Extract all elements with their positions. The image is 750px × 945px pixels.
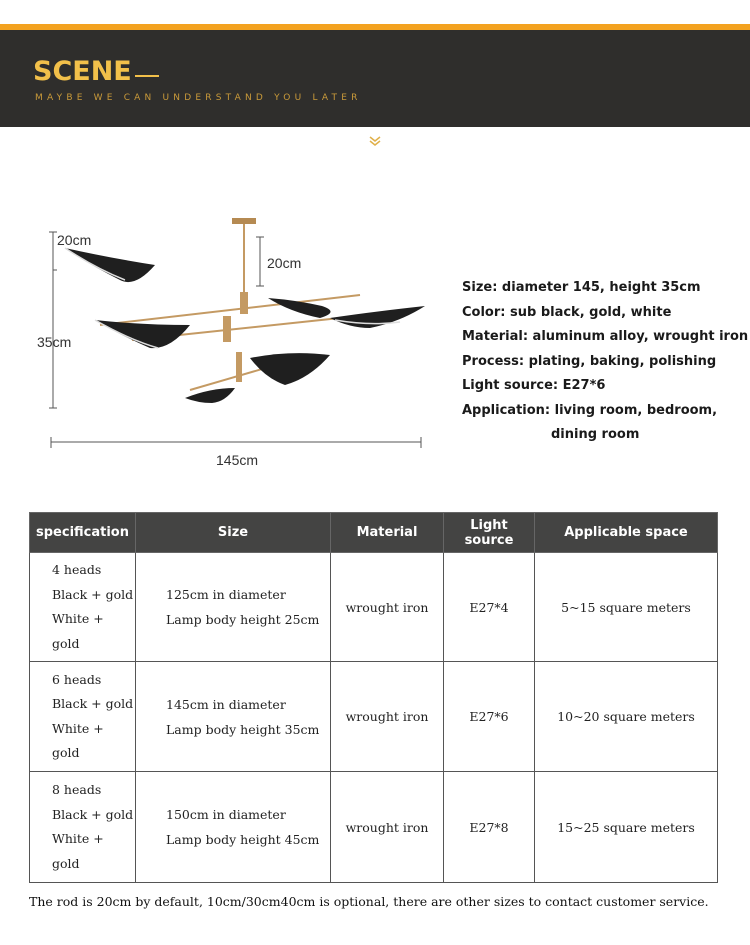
material-cell: wrought iron xyxy=(331,772,444,883)
size-cell xyxy=(136,553,331,662)
size-height: Lamp body height 25cm xyxy=(166,612,320,627)
info-process: Process: plating, baking, polishing xyxy=(462,353,717,369)
space-cell: 5~15 square meters xyxy=(535,553,718,662)
product-info xyxy=(462,276,748,448)
spec-table xyxy=(29,512,718,883)
spec-cell xyxy=(30,772,136,883)
material-cell: wrought iron xyxy=(331,662,444,772)
table-row xyxy=(30,772,718,883)
size-cell xyxy=(136,662,331,772)
spec-color-2: White + gold xyxy=(52,831,104,871)
space-cell: 10~20 square meters xyxy=(535,662,718,772)
banner-title: SCENE xyxy=(33,56,132,87)
spec-color-1: Black + gold xyxy=(52,586,134,602)
spec-cell xyxy=(30,662,136,772)
size-height: Lamp body height 35cm xyxy=(166,721,320,737)
light-cell: E27*4 xyxy=(444,553,535,662)
material-cell: wrought iron xyxy=(331,553,444,662)
chandelier-illustration xyxy=(40,210,440,455)
spec-color-2: White + gold xyxy=(52,720,104,760)
spec-heads: 4 heads xyxy=(52,562,102,577)
size-cell xyxy=(136,772,331,883)
footnote: The rod is 20cm by default, 10cm/30cm40cm is optional, there are other sizes to contact customer service. xyxy=(29,894,709,909)
table-row xyxy=(30,662,718,772)
header-applicable-space: Applicable space xyxy=(535,513,718,553)
size-diameter: 145cm in diameter xyxy=(166,696,286,712)
dim-top-left: 20cm xyxy=(57,232,92,248)
title-rule xyxy=(135,75,159,77)
info-size: Size: diameter 145, height 35cm xyxy=(462,280,701,295)
info-application: Application: living room, bedroom, xyxy=(462,402,718,418)
light-cell: E27*6 xyxy=(444,662,535,772)
size-diameter: 125cm in diameter xyxy=(166,587,286,602)
chevron-down-icon xyxy=(368,134,382,148)
header-material: Material xyxy=(331,513,444,553)
size-height: Lamp body height 45cm xyxy=(166,832,320,847)
header-size: Size xyxy=(136,513,331,553)
banner-subtitle: MAYBE WE CAN UNDERSTAND YOU LATER xyxy=(35,93,362,103)
dim-width: 145cm xyxy=(216,452,259,468)
spec-cell xyxy=(30,553,136,662)
size-diameter: 150cm in diameter xyxy=(166,807,286,822)
spec-color-2: White + gold xyxy=(52,611,104,651)
info-material: Material: aluminum alloy, wrought iron xyxy=(462,329,749,344)
top-margin xyxy=(0,0,750,24)
spec-heads: 8 heads xyxy=(52,782,102,797)
header-light-source: Light source xyxy=(444,513,535,553)
scene-banner xyxy=(0,30,750,127)
light-cell: E27*8 xyxy=(444,772,535,883)
table-row xyxy=(30,553,718,662)
space-cell: 15~25 square meters xyxy=(535,772,718,883)
info-color: Color: sub black, gold, white xyxy=(462,304,672,320)
spec-color-1: Black + gold xyxy=(52,806,134,822)
table-header-row xyxy=(30,513,718,553)
spec-color-1: Black + gold xyxy=(52,696,134,711)
dim-height: 35cm xyxy=(37,334,72,350)
header-specification: specification xyxy=(30,513,136,553)
spec-heads: 6 heads xyxy=(52,671,102,687)
info-application-cont: dining room xyxy=(551,427,640,442)
dim-rod: 20cm xyxy=(267,255,302,271)
info-light-source: Light source: E27*6 xyxy=(462,378,606,393)
